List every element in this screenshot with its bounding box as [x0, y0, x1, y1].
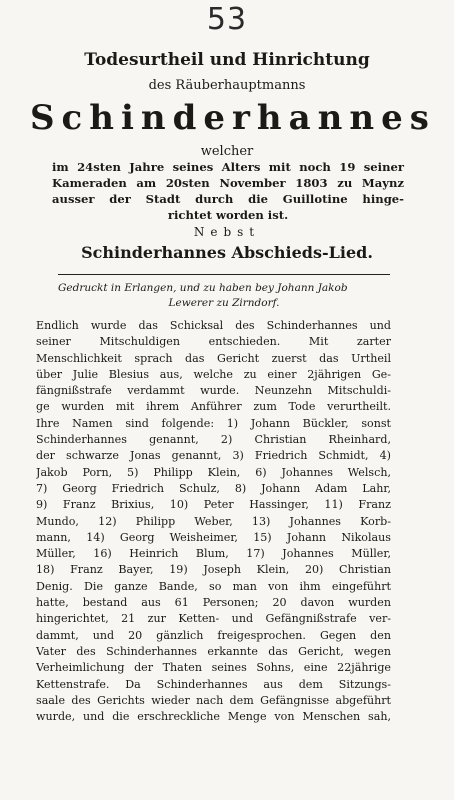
nebst-label: Nebst — [193, 225, 261, 239]
body-line: 9) Franz Brixius, 10) Peter Hassinger, 11) Franz — [36, 498, 391, 512]
body-text — [36, 318, 391, 725]
page-number: 53 — [206, 2, 248, 37]
imprint-line-2: Lewerer zu Zirndorf. — [168, 297, 280, 309]
description-line: richtet worden ist. — [167, 208, 289, 222]
body-line: der schwarze Jonas genannt, 3) Friedrich Schmidt, 4) — [36, 449, 391, 463]
body-line: über Julie Blesius aus, welche zu einer 2jährigen Ge- — [36, 367, 391, 381]
description-line: ausser der Stadt durch die Guillotine hinge- — [52, 192, 404, 206]
imprint — [58, 281, 390, 311]
body-line: ge wurden mit ihrem Anführer zum Tode verurtheilt. — [36, 400, 391, 414]
body-line: wurde, und die erschreckliche Menge von Menschen sah, — [36, 710, 391, 724]
title-line-2: des Räuberhauptmanns — [148, 78, 306, 93]
body-line: hingerichtet, 21 zur Ketten- und Gefängnißstrafe ver- — [36, 612, 391, 626]
body-line: Jakob Porn, 5) Philipp Klein, 6) Johannes Welsch, — [36, 465, 391, 479]
body-line: hatte, bestand aus 61 Personen; 20 davon wurden — [36, 596, 391, 610]
body-line: seiner Mitschuldigen entschieden. Mit zarter — [36, 335, 391, 349]
body-line: 7) Georg Friedrich Schulz, 8) Johann Adam Lahr, — [36, 481, 391, 495]
divider — [58, 274, 390, 275]
body-line: dammt, und 20 gänzlich freigesprochen. Gegen den — [36, 628, 391, 642]
body-line: Endlich wurde das Schicksal des Schinderhannes und — [36, 319, 391, 332]
imprint-line-1: Gedruckt in Erlangen, und zu haben bey Johann Jakob — [58, 282, 348, 294]
title-line-4: welcher — [200, 144, 254, 159]
body-line: 18) Franz Bayer, 19) Joseph Klein, 20) Christian — [36, 563, 391, 577]
body-line: Ihre Namen sind folgende: 1) Johann Bückler, sonst — [36, 416, 391, 430]
body-line: Denig. Die ganze Bande, so man von ihm eingeführt — [36, 579, 391, 593]
body-line: Schinderhannes genannt, 2) Christian Rheinhard, — [36, 433, 391, 447]
body-line: fängnißstrafe verdammt wurde. Neunzehn Mitschuldi- — [36, 384, 391, 398]
body-line: saale des Gerichts wieder nach dem Gefängnisse abgeführt — [36, 693, 391, 707]
title-name: Schinderhannes — [30, 98, 436, 138]
body-line: Verheimlichung der Thaten seines Sohns, eine 22jährige — [36, 661, 391, 675]
description-line: Kameraden am 20sten November 1803 zu Maynz — [52, 176, 404, 190]
description — [52, 159, 404, 223]
body-line: Müller, 16) Heinrich Blum, 17) Johannes Müller, — [36, 547, 391, 561]
body-line: Vater des Schinderhannes erkannte das Gericht, wegen — [36, 644, 391, 658]
subtitle: Schinderhannes Abschieds-Lied. — [81, 243, 373, 262]
body-line: mann, 14) Georg Weisheimer, 15) Johann Nikolaus — [36, 530, 391, 544]
body-line: Mundo, 12) Philipp Weber, 13) Johannes Korb- — [36, 514, 391, 528]
title-line-1: Todesurtheil und Hinrichtung — [84, 50, 370, 70]
body-line: Menschlichkeit sprach das Gericht zuerst das Urtheil — [36, 351, 391, 365]
body-line: Kettenstrafe. Da Schinderhannes aus dem Sitzungs- — [36, 677, 391, 691]
description-line: im 24sten Jahre seines Alters mit noch 19 seiner — [52, 160, 404, 174]
